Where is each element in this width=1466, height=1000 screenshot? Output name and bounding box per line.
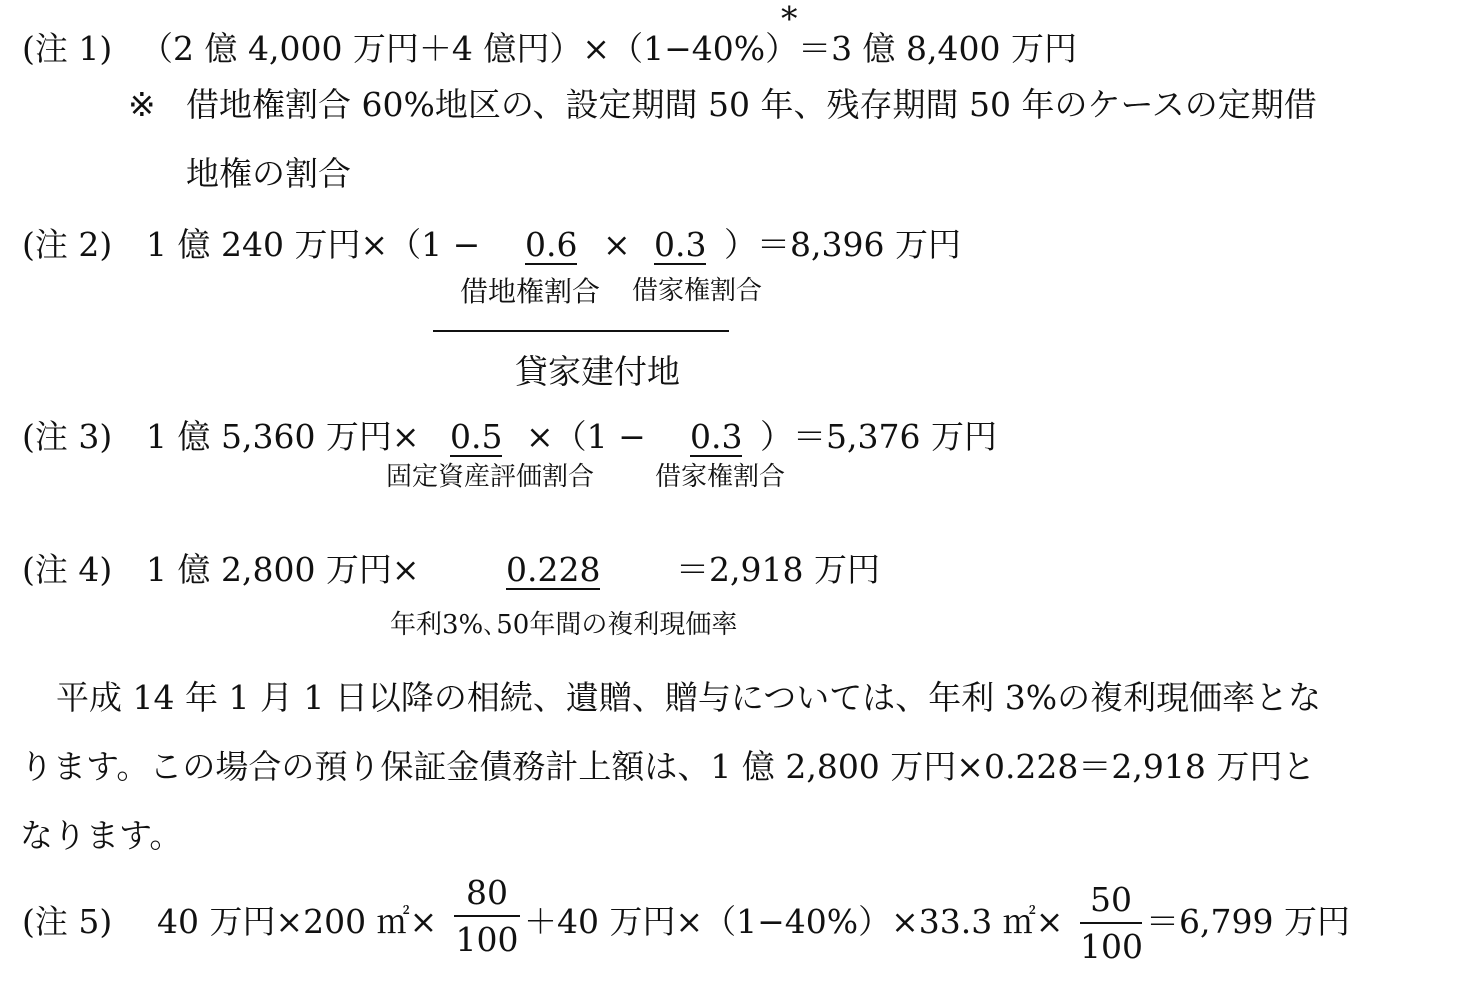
note5-part-1: 40 万円×200 ㎡× <box>157 902 438 941</box>
note4-value: 0.228 <box>506 550 601 589</box>
note5-fraction-2-numerator: 50 <box>1090 880 1132 919</box>
note2-times: × <box>603 225 631 264</box>
note2-label: (注 2) <box>22 225 113 264</box>
note2-label-tenancy: 借家権割合 <box>632 276 763 306</box>
note5-fraction-2 <box>1080 880 1143 966</box>
note3-formula-post: ）＝5,376 万円 <box>760 417 997 456</box>
note3-label-tenancy: 借家権割合 <box>655 462 786 492</box>
note5-label: (注 5) <box>22 902 113 941</box>
note3-label-fixed-asset: 固定資産評価割合 <box>386 462 595 492</box>
note2-formula-pre: 1 億 240 万円×（1 − <box>146 225 481 264</box>
asterisk-mark: * <box>781 0 798 38</box>
paragraph-line-2: ります。この場合の預り保証金債務計上額は、1 億 2,800 万円×0.228＝2,918 万円と <box>20 747 1316 786</box>
note3-value-1: 0.5 <box>450 417 503 456</box>
note2-value-2: 0.3 <box>654 225 707 264</box>
note4-label-present-value: 年利3%､50年間の複利現価率 <box>390 610 738 640</box>
paragraph-line-3: なります。 <box>20 816 183 855</box>
note4-formula-post: ＝2,918 万円 <box>676 550 880 589</box>
note2-formula-post: ）＝8,396 万円 <box>724 225 961 264</box>
note2-value-1: 0.6 <box>525 225 578 264</box>
note1-remark-line1: 借地権割合 60%地区の、設定期間 50 年、残存期間 50 年のケースの定期借 <box>186 85 1317 124</box>
note1-formula: （2 億 4,000 万円＋4 億円）×（1−40%）＝3 億 8,400 万円 <box>140 29 1078 68</box>
note3-value-2: 0.3 <box>690 417 743 456</box>
note1-remark-mark: ※ <box>128 85 156 124</box>
note5-fraction-2-denominator: 100 <box>1080 927 1143 966</box>
note1-remark-line2: 地権の割合 <box>186 154 351 193</box>
note1-label: (注 1) <box>22 29 113 68</box>
note3-label: (注 3) <box>22 417 113 456</box>
note2-label-leasehold: 借地権割合 <box>460 275 601 308</box>
note3-formula-pre: 1 億 5,360 万円× <box>146 417 420 456</box>
note2-bottom-label: 貸家建付地 <box>515 352 680 391</box>
paragraph-line-1: 平成 14 年 1 月 1 日以降の相続、遺贈、贈与については、年利 3%の複利現価率とな <box>56 678 1322 717</box>
note5-fraction-1 <box>454 873 520 959</box>
note4-formula-pre: 1 億 2,800 万円× <box>146 550 420 589</box>
note3-formula-mid: ×（1 − <box>526 417 646 456</box>
note4-label: (注 4) <box>22 550 113 589</box>
note5-part-3: ＝6,799 万円 <box>1146 902 1350 941</box>
note2-divider <box>433 330 729 332</box>
note5-fraction-1-denominator: 100 <box>455 920 519 959</box>
note5-part-2: ＋40 万円×（1−40%）×33.3 ㎡× <box>524 902 1064 941</box>
note5-fraction-1-numerator: 80 <box>466 873 508 912</box>
